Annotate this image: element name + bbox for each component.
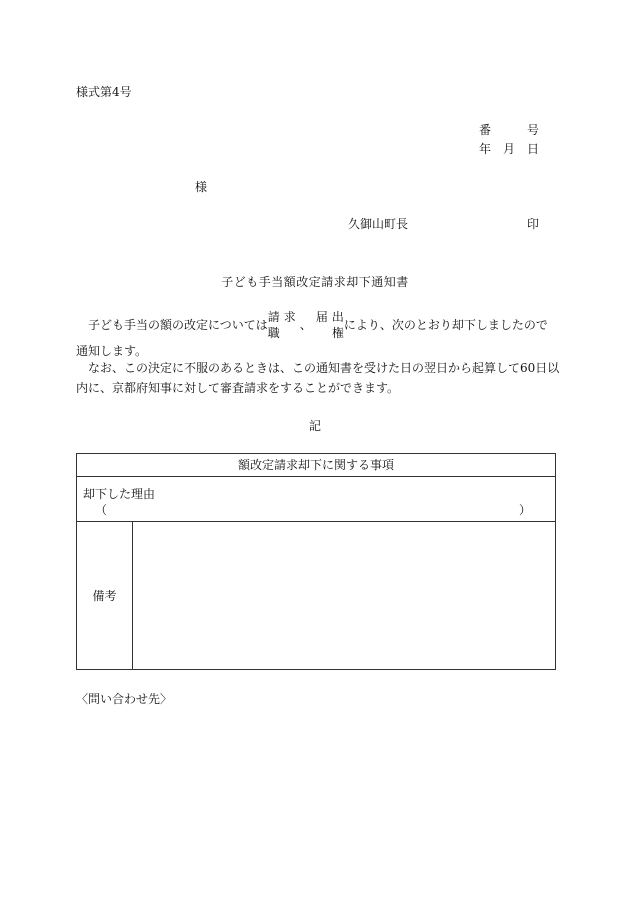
p2-text-1: なお、この決定に不服のあるときは、この通知書を受けた日の翌日から起算して60日以	[88, 361, 560, 375]
paragraph-1-line-1	[76, 309, 548, 341]
date-year: 年	[479, 142, 492, 156]
reason-paren-close: ）	[518, 503, 531, 517]
date-month: 月	[502, 142, 515, 156]
paragraph-2-line-2: 内に、京都府知事に対して審査請求をすることができます。	[76, 381, 400, 395]
contact-heading: 〈問い合わせ先〉	[76, 692, 173, 706]
reason-paren-open: （	[95, 503, 108, 517]
remarks-label: 備考	[77, 522, 133, 669]
number-suffix: 号	[526, 123, 539, 137]
seal-mark: 印	[527, 217, 540, 231]
remarks-row	[77, 522, 555, 669]
issue-date	[479, 143, 539, 155]
choice-b-bottom: 権	[331, 326, 344, 341]
choice-b	[316, 309, 344, 341]
choice-a-top: 請	[267, 310, 280, 324]
document-number	[479, 124, 539, 136]
choice-b-top: 届	[315, 310, 328, 324]
issuer-name: 久御山町長	[348, 217, 409, 231]
choice-a-top2: 求	[283, 310, 296, 324]
reason-row	[77, 477, 555, 522]
details-table	[76, 453, 556, 670]
addressee-suffix: 様	[195, 180, 208, 194]
date-day: 日	[526, 142, 539, 156]
ki-heading: 記	[308, 419, 321, 433]
form-number: 様式第4号	[76, 85, 132, 99]
p1-post-text: により、次のとおり却下しましたので	[343, 318, 548, 333]
reason-label: 却下した理由	[83, 487, 156, 501]
remarks-field	[133, 522, 555, 669]
choice-a-bottom: 職	[267, 326, 280, 341]
p1-pre-text: 子ども手当の額の改定については	[88, 318, 268, 333]
table-header: 額改定請求却下に関する事項	[77, 454, 555, 477]
document-title: 子ども手当額改定請求却下通知書	[221, 275, 409, 289]
paragraph-2-line-1	[76, 362, 559, 374]
choice-b-top2: 出	[331, 310, 344, 324]
number-label: 番	[479, 123, 492, 137]
choice-a	[268, 309, 296, 341]
paragraph-1-line-2: 通知します。	[76, 344, 148, 358]
choice-separator: 、	[299, 318, 312, 333]
